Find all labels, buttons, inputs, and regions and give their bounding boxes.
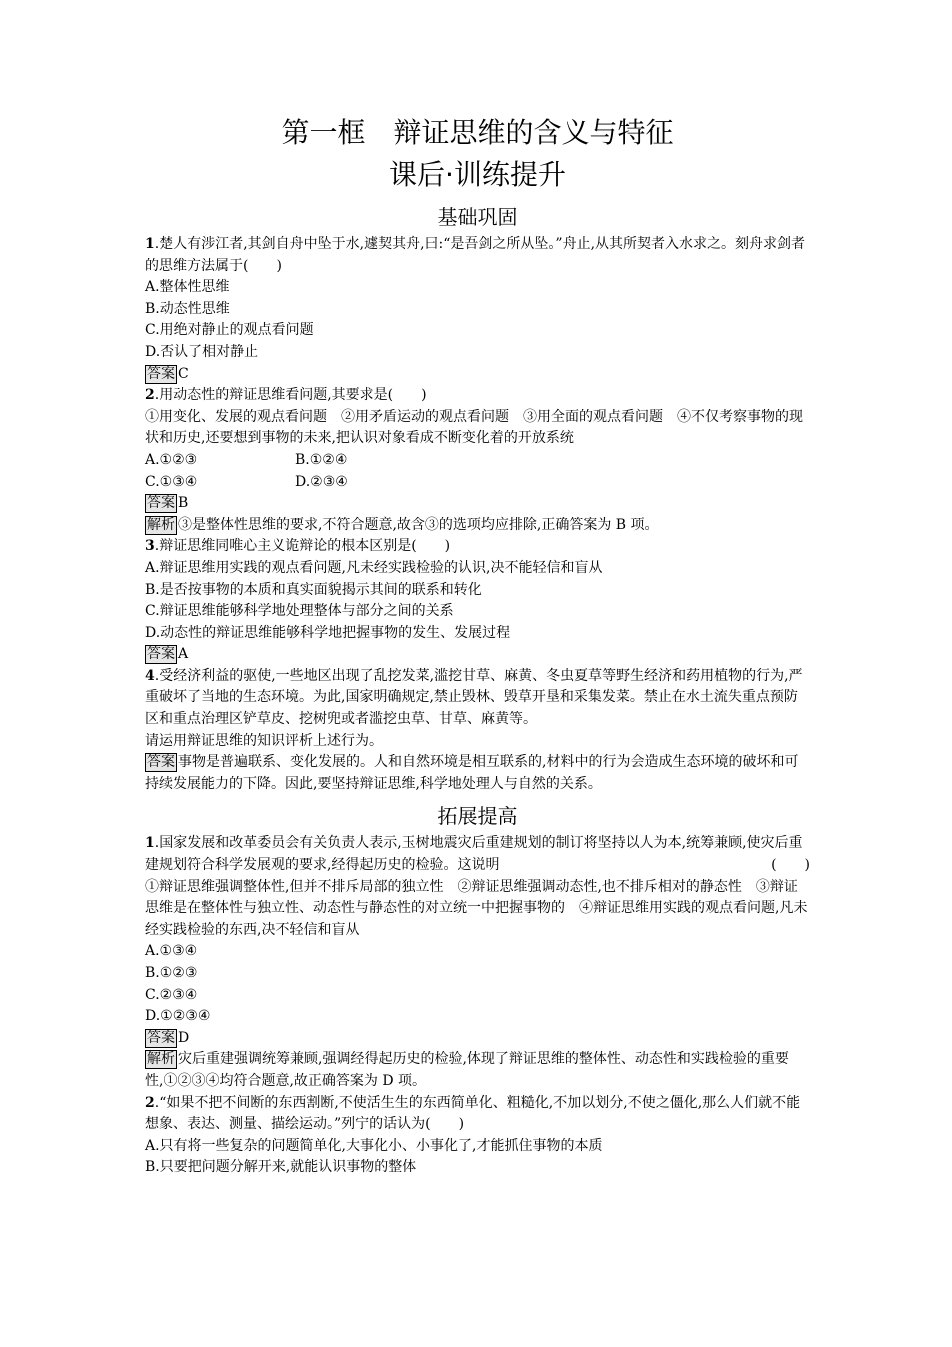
option: C.①③④ — [145, 473, 198, 490]
option: A.①③④ — [145, 943, 198, 960]
option: B.动态性思维 — [145, 300, 230, 317]
option: C.辩证思维能够科学地处理整体与部分之间的关系 — [145, 603, 454, 620]
option: D.①②③④ — [145, 1008, 211, 1025]
question-body: ①用变化、发展的观点看问题 ②用矛盾运动的观点看问题 ③用全面的观点看问题 ④不仅考察事物的现状和历史,还要想到事物的未来,把认识对象看成不断变化着的开放系统 — [145, 408, 803, 447]
option: C.②③④ — [145, 986, 198, 1003]
option: D.动态性的辩证思维能够科学地把握事物的发生、发展过程 — [145, 624, 511, 641]
option: C.用绝对静止的观点看问题 — [145, 322, 314, 339]
option: B.只要把问题分解开来,就能认识事物的整体 — [145, 1159, 417, 1176]
option: D.②③④ — [295, 473, 348, 490]
question-body: ①辩证思维强调整体性,但并不排斥局部的独立性 ②辩证思维强调动态性,也不排斥相对的静态性 ③辩证思维是在整体性与独立性、动态性与静态性的对立统一中把握事物的 ④辩证思维用实践的观点看问题,凡未经实践检验的东西,决不轻信和盲从 — [145, 878, 808, 938]
analysis-label: 解析 — [147, 1051, 175, 1068]
answer-line: 答案 事物是普遍联系、变化发展的。人和自然环境是相互联系的,材料中的行为会造成生态环境的破坏和可持续发展能力的下降。因此,要坚持辩证思维,科学地处理人与自然的关系。 — [145, 754, 799, 792]
question-2: 2.用动态性的辩证思维看问题,其要求是( ) — [145, 387, 427, 404]
question-prompt: 请运用辩证思维的知识评析上述行为。 — [145, 732, 383, 749]
option: D.否认了相对静止 — [145, 343, 259, 360]
answer-label: 答案 — [147, 646, 175, 663]
question-4: 4.受经济利益的驱使,一些地区出现了乱挖发菜,滥挖甘草、麻黄、冬虫夏草等野生经济和药用植物的行为,严重破坏了当地的生态环境。为此,国家明确规定,禁止毁林、毁草开垦和采集发菜。禁止在水土流失重点预防区和重点治理区铲草皮、挖树兜或者滥挖虫草、甘草、麻黄等。 — [145, 667, 803, 728]
section-extend: 拓展提高 — [437, 804, 518, 829]
page-subtitle: 课后·训练提升 — [389, 158, 566, 191]
option: A.只有将一些复杂的问题简单化,大事化小、小事化了,才能抓住事物的本质 — [145, 1137, 603, 1154]
option: B.是否按事物的本质和真实面貌揭示其间的联系和转化 — [145, 581, 482, 598]
answer-label: 答案 — [147, 1029, 175, 1046]
analysis-label: 解析 — [147, 516, 175, 533]
option-row — [145, 450, 810, 472]
answer-label: 答案 — [147, 495, 175, 512]
answer-label: 答案 — [147, 754, 175, 771]
section-basic: 基础巩固 — [437, 205, 518, 229]
answer-label: 答案 — [147, 365, 175, 382]
question-1: 1.楚人有涉江者,其剑自舟中坠于水,遽契其舟,曰:“是吾剑之所从坠。”舟止,从其所契者入水求之。刻舟求剑者的思维方法属于( ) — [145, 236, 806, 274]
answer-line: 答案 B — [147, 495, 189, 512]
analysis-line: 解析 灾后重建强调统筹兼顾,强调经得起历史的检验,体现了辩证思维的整体性、动态性和实践检验的重要性,①②③④均符合题意,故正确答案为 D 项。 — [145, 1051, 789, 1089]
answer-line: 答案 A — [147, 646, 189, 663]
extend-question-1: 1.国家发展和改革委员会有关负责人表示,玉树地震灾后重建规划的制订将坚持以人为本,统筹兼顾,使灾后重建规划符合科学发展观的要求,经得起历史的检验。这说明 ( ) — [145, 835, 810, 874]
question-3: 3.辩证思维同唯心主义诡辩论的根本区别是( ) — [145, 538, 451, 555]
analysis-line: 解析 ③是整体性思维的要求,不符合题意,故含③的选项均应排除,正确答案为 B 项。 — [147, 516, 659, 533]
answer-line: 答案 C — [147, 365, 189, 382]
extend-question-2: 2.“如果不把不间断的东西割断,不使活生生的东西简单化、粗糙化,不加以划分,不使之僵化,那么人们就不能想象、表达、测量、描绘运动。”列宁的话认为( ) — [145, 1094, 801, 1133]
option: A.①②③ — [145, 451, 198, 468]
option-row — [145, 472, 810, 494]
option: B.①②③ — [145, 965, 198, 981]
option: A.整体性思维 — [145, 279, 230, 296]
page-title: 第一框 辩证思维的含义与特征 — [281, 116, 674, 149]
option: A.辩证思维用实践的观点看问题,凡未经实践检验的认识,决不能轻信和盲从 — [145, 559, 603, 576]
option: B.①②④ — [295, 451, 348, 468]
answer-line: 答案 D — [147, 1029, 190, 1046]
document-page — [145, 112, 810, 1179]
